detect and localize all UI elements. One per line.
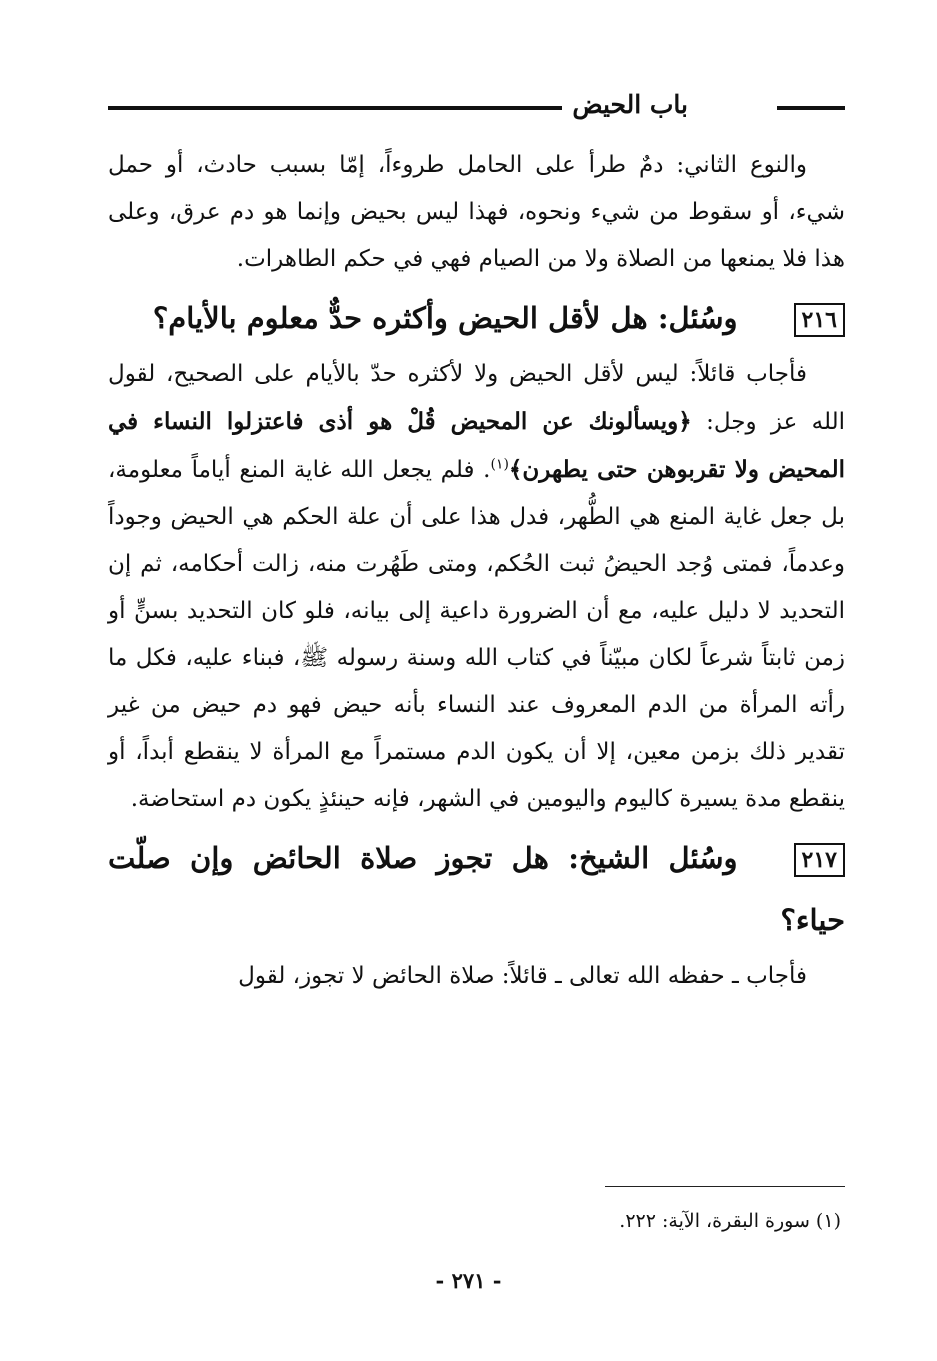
- chapter-title: باب الحيض: [562, 88, 698, 122]
- header-rule-left: [108, 106, 596, 110]
- quran-quote: ﴿ويسألونك عن المحيض قُلْ هو أذى فاعتزلوا النساء في المحيض ولا تقربوهن حتى يطهرن﴾: [108, 408, 845, 483]
- question-number-216: ٢١٦: [794, 303, 845, 337]
- question-number-217: ٢١٧: [794, 843, 845, 877]
- footnote-1: (١) سورة البقرة، الآية: ٢٢٢.: [619, 1210, 841, 1232]
- question-217-text: وسُئل الشيخ: هل تجوز صلاة الحائض وإن صلّت حياء؟: [108, 841, 845, 937]
- footnote-divider: [605, 1186, 845, 1187]
- answer-216-body: . فلم يجعل الله غاية المنع أياماً معلومة، بل جعل غاية المنع هي الطُّهر، فدل هذا على أن علة الحكم هي الحيض وجوداً وعدماً، فمتى وُجد الحيضُ ثبت الحُكم، ومتى طَهُرت منه، زالت أحكامه، ثم إن التحديد لا دليل عليه، مع أن الضرورة داعية إلى بيانه، فلو كان التحديد بسنٍّ أو زمن ثابتاً شرعاً لكان مبيّناً في كتاب الله وسنة رسوله ﷺ، فبناء عليه، فكل ما رأته المرأة من الدم المعروف عند النساء بأنه حيض فهو دم حيض من غير تقدير ذلك بزمن معين، إلا أن يكون الدم مستمراً مع المرأة لا ينقطع أبداً، أو ينقطع مدة يسيرة كاليوم واليومين في الشهر، فإنه حينئذٍ يكون دم استحاضة.: [108, 457, 845, 812]
- answer-216-intro: فأجاب قائلاً: ليس لأقل الحيض ولا لأكثره حدّ بالأيام على الصحيح، لقول الله عز وجل:: [108, 361, 845, 435]
- paragraph-text: والنوع الثاني: دمٌ طرأ على الحامل طروءاً، إمّا بسبب حادث، أو حمل شيء، أو سقوط من شيء ونحوه، فهذا ليس بحيض وإنما هو دم عرق، وعلى هذا فلا يمنعها من الصلاة ولا من الصيام فهي في حكم الطاهرات.: [108, 152, 845, 272]
- answer-217-text: فأجاب ـ حفظه الله تعالى ـ قائلاً: صلاة الحائض لا تجوز، لقول: [238, 963, 807, 989]
- question-217: [108, 827, 845, 951]
- header-rule-right: [777, 106, 845, 110]
- running-header: [108, 88, 845, 124]
- footnote-ref-1[interactable]: (١): [490, 456, 509, 473]
- answer-217: [108, 953, 845, 1000]
- paragraph-second-type: [108, 142, 845, 283]
- question-216-text: وسُئل: هل لأقل الحيض وأكثره حدٌّ معلوم بالأيام؟: [152, 301, 738, 335]
- question-216: [108, 287, 845, 349]
- page-number: - ٢٧١ -: [435, 1268, 502, 1293]
- answer-216: [108, 351, 845, 823]
- main-text: [108, 142, 845, 1000]
